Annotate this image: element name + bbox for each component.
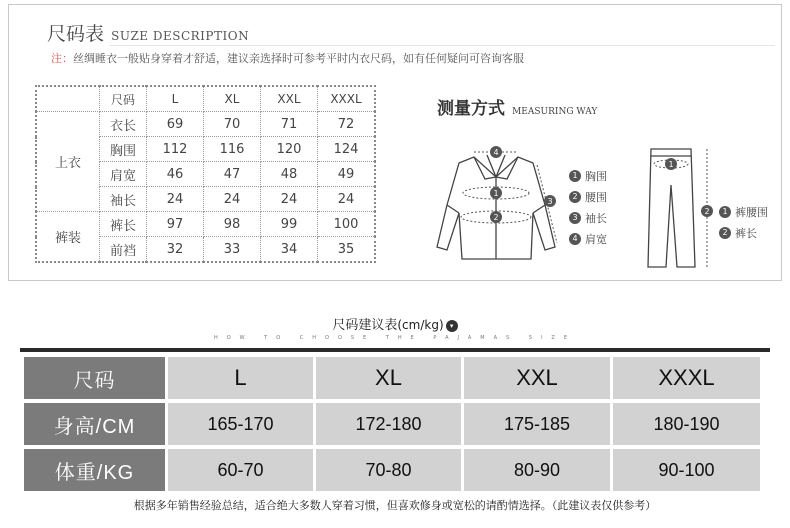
table-cell: 100 — [318, 212, 376, 237]
table-cell: 46 — [147, 162, 204, 187]
marker-number: 1 — [668, 160, 674, 169]
size-table-header-cell: 尺码 — [100, 86, 147, 112]
size-note — [51, 50, 524, 66]
table-row — [36, 112, 375, 137]
marker-number: 2 — [704, 207, 710, 216]
table-row — [36, 212, 375, 237]
note-text: 丝绸睡衣一般贴身穿着才舒适，建议亲选择时可参考平时内衣尺码，如有任何疑问可咨询客服 — [73, 52, 524, 65]
rec-cell: 180-190 — [613, 403, 760, 445]
legend-label: 胸围 — [585, 169, 607, 183]
chevron-down-icon: ▾ — [446, 320, 458, 332]
recommendation-subtitle: HOW TO CHOOSE THE PAJAMAS SIZE — [213, 335, 577, 341]
table-cell: 49 — [318, 162, 376, 187]
legend-item — [719, 222, 768, 243]
recommendation-title-text: 尺码建议表 — [332, 318, 398, 333]
pants-legend — [719, 201, 768, 243]
size-table-corner — [36, 86, 100, 112]
table-cell: 48 — [261, 162, 318, 187]
rec-cell: 172-180 — [316, 403, 461, 445]
category-top: 上衣 — [36, 112, 100, 212]
size-table-header-cell: XL — [204, 86, 261, 112]
rec-header-cell: XL — [316, 357, 461, 399]
legend-item — [569, 165, 607, 186]
rec-cell: 165-170 — [168, 403, 313, 445]
rec-cell: 90-100 — [613, 449, 760, 491]
rec-header-cell: L — [168, 357, 313, 399]
number-badge-icon: 1 — [569, 170, 581, 182]
table-cell: 70 — [204, 112, 261, 137]
legend-label: 肩宽 — [585, 232, 607, 246]
table-cell: 72 — [318, 112, 376, 137]
row-label: 前裆 — [100, 237, 147, 263]
rec-header-size: 尺码 — [24, 357, 165, 399]
rec-row-label-height: 身高/CM — [24, 403, 165, 445]
legend-label: 袖长 — [585, 211, 607, 225]
title-en: SUZE DESCRIPTION — [111, 29, 250, 43]
row-label: 袖长 — [100, 187, 147, 212]
table-cell: 33 — [204, 237, 261, 263]
row-label: 胸围 — [100, 137, 147, 162]
legend-label: 裤长 — [735, 226, 757, 240]
legend-label: 裤腰围 — [735, 205, 768, 219]
shirt-illustration — [429, 135, 564, 265]
table-cell: 24 — [147, 187, 204, 212]
table-cell: 71 — [261, 112, 318, 137]
size-table-header-cell: L — [147, 86, 204, 112]
marker-number: 1 — [493, 189, 499, 198]
size-description-panel — [8, 4, 782, 281]
size-table-header-cell: XXXL — [318, 86, 376, 112]
title-cn: 尺码表 — [47, 23, 105, 45]
recommendation-table — [24, 357, 760, 491]
marker-number: 4 — [493, 148, 499, 157]
number-badge-icon: 2 — [569, 191, 581, 203]
table-cell: 116 — [204, 137, 261, 162]
row-label: 肩宽 — [100, 162, 147, 187]
rec-row-label-weight: 体重/KG — [24, 449, 165, 491]
table-cell: 112 — [147, 137, 204, 162]
recommendation-footnote: 根据多年销售经验总结，适合绝大多数人穿着习惯，但喜欢修身或宽松的请酌情选择。（此建议表仅供参考） — [133, 499, 657, 512]
legend-item — [569, 207, 607, 228]
table-cell: 24 — [261, 187, 318, 212]
table-cell: 32 — [147, 237, 204, 263]
pants-illustration — [639, 143, 729, 273]
table-cell: 124 — [318, 137, 376, 162]
number-badge-icon: 3 — [569, 212, 581, 224]
table-cell: 24 — [204, 187, 261, 212]
rec-cell: 80-90 — [464, 449, 610, 491]
marker-number: 3 — [547, 197, 553, 206]
size-table-header-row — [36, 86, 375, 112]
measuring-title-en: MEASURING WAY — [512, 107, 598, 117]
legend-item — [569, 228, 607, 249]
table-cell: 120 — [261, 137, 318, 162]
table-cell: 69 — [147, 112, 204, 137]
row-label: 裤长 — [100, 212, 147, 237]
section-divider — [20, 348, 770, 352]
table-cell: 35 — [318, 237, 376, 263]
rec-cell: 175-185 — [464, 403, 610, 445]
size-table-header-cell: XXL — [261, 86, 318, 112]
measuring-way-title — [437, 94, 597, 119]
number-badge-icon: 4 — [569, 233, 581, 245]
table-cell: 99 — [261, 212, 318, 237]
note-label: 注： — [51, 52, 73, 65]
legend-label: 腰围 — [585, 190, 607, 204]
legend-item — [569, 186, 607, 207]
measuring-title-cn: 测量方式 — [437, 99, 505, 118]
recommendation-title — [0, 314, 790, 333]
number-badge-icon: 1 — [719, 206, 731, 218]
title-divider — [109, 45, 775, 46]
table-cell: 24 — [318, 187, 376, 212]
rec-header-cell: XXL — [464, 357, 610, 399]
marker-number: 2 — [493, 213, 499, 222]
size-table — [35, 85, 376, 263]
table-cell: 98 — [204, 212, 261, 237]
table-cell: 47 — [204, 162, 261, 187]
page-title — [47, 19, 249, 46]
row-label: 衣长 — [100, 112, 147, 137]
legend-item — [719, 201, 768, 222]
table-cell: 97 — [147, 212, 204, 237]
category-pants: 裤装 — [36, 212, 100, 263]
table-cell: 34 — [261, 237, 318, 263]
rec-cell: 60-70 — [168, 449, 313, 491]
shirt-legend — [569, 165, 607, 249]
rec-header-cell: XXXL — [613, 357, 760, 399]
number-badge-icon: 2 — [719, 227, 731, 239]
rec-cell: 70-80 — [316, 449, 461, 491]
recommendation-unit: (cm/kg) — [397, 318, 444, 332]
